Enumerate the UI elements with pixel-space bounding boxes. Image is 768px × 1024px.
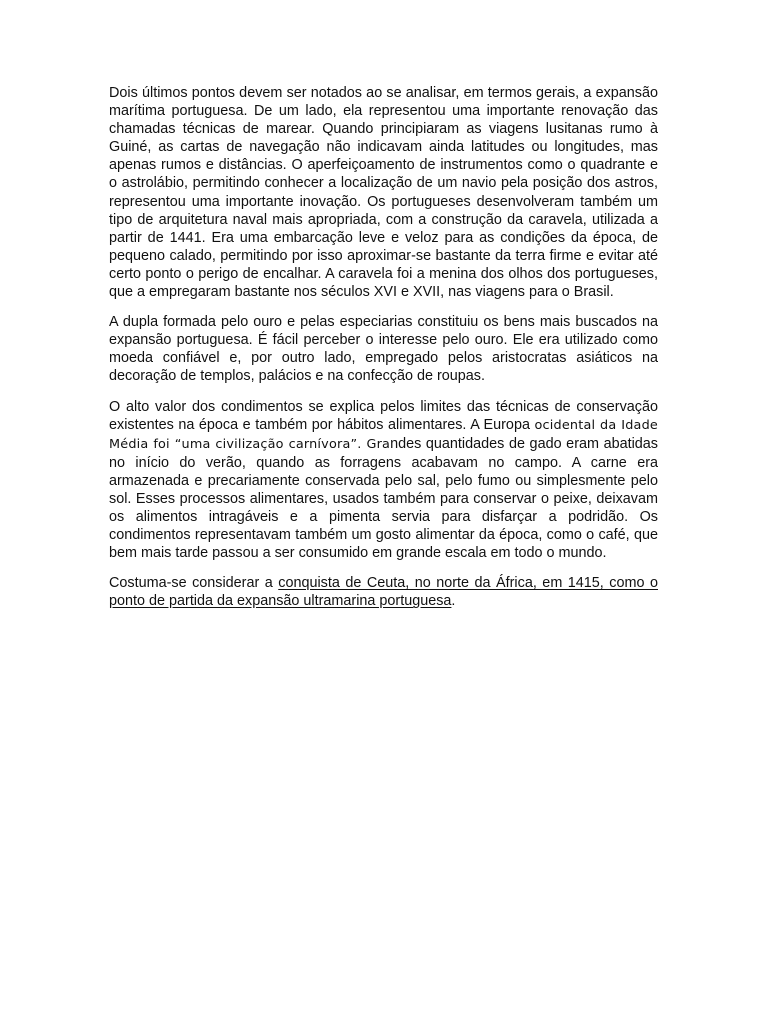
paragraph-condimentos-quote: ocidental da Idade Média foi “uma civilização carnívora”. Gra [109, 417, 658, 452]
paragraph-condimentos [109, 398, 658, 563]
underlined-text-ceuta: conquista de Ceuta, no norte da África, em 1415, como o ponto de partida da expansão ultramarina portuguesa [109, 575, 658, 610]
document-page [109, 84, 658, 623]
paragraph-ceuta-end: . [451, 593, 456, 610]
paragraph-caravela: Dois últimos pontos devem ser notados ao se analisar, em termos gerais, a expansão marítima portuguesa. De um lado, ela representou uma importante renovação das chamadas técnicas de marear. Quando principiaram as viagens lusitanas rumo à Guiné, as cartas de navegação não indicavam ainda latitudes ou longitudes, mas apenas rumos e distâncias. O aperfeiçoamento de instrumentos como o quadrante e o astrolábio, permitindo conhecer a localização de um navio pela posição dos astros, representou uma importante inovação. Os portugueses desenvolveram também um tipo de arquitetura naval mais apropriada, com a construção da caravela, utilizada a partir de 1441. Era uma embarcação leve e veloz para as condições da época, de pequeno calado, permitindo por isso aproximar-se bastante da terra firme e evitar até certo ponto o perigo de encalhar. A caravela foi a menina dos olhos dos portugueses, que a empregaram bastante nos séculos XVI e XVII, nas viagens para o Brasil. [109, 85, 658, 301]
paragraph-condimentos-end: ndes quantidades de gado eram abatidas no início do verão, quando as forragens acabavam no campo. A carne era armazenada e precariamente conservada pelo sal, pelo fumo ou simplesmente pelo sol. Esses processos alimentares, usados também para conservar o peixe, deixavam os alimentos intragáveis e a pimenta servia para disfarçar a podridão. Os condimentos representavam também um gosto alimentar da época, como o café, que bem mais tarde passou a ser consumido em grande escala em todo o mundo. [109, 435, 658, 562]
paragraph-ceuta-start: Costuma-se considerar a [109, 575, 279, 592]
paragraph-condimentos-start: O alto valor dos condimentos se explica pelos limites das técnicas de conservação existentes na época e também por hábitos alimentares. A Europa [109, 398, 658, 433]
paragraph-ceuta [109, 574, 658, 610]
paragraph-ouro-especiarias: A dupla formada pelo ouro e pelas especiarias constituiu os bens mais buscados na expansão portuguesa. É fácil perceber o interesse pelo ouro. Ele era utilizado como moeda confiável e, por outro lado, empregado pelos aristocratas asiáticos na decoração de templos, palácios e na confecção de roupas. [109, 314, 658, 385]
